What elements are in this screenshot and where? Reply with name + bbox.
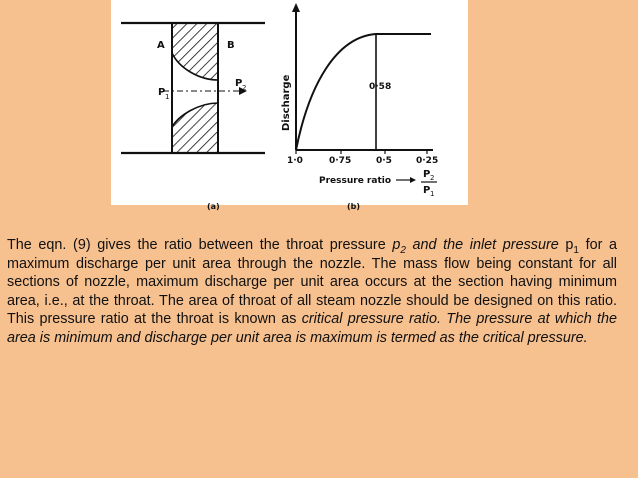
nozzle-upper-wall	[172, 23, 218, 80]
explanation-paragraph	[7, 236, 617, 348]
discharge-chart	[281, 3, 438, 211]
x-tick-label-075: 0·75	[329, 156, 352, 166]
y-axis-arrow	[292, 3, 300, 12]
ratio-numerator-sub: 2	[430, 174, 435, 182]
ratio-denominator: P	[423, 185, 431, 196]
discharge-curve	[296, 34, 431, 150]
x-axis-label: Pressure ratio	[319, 176, 392, 186]
peak-label: 0·58	[369, 82, 392, 92]
figure-svg	[111, 0, 468, 211]
inlet-pressure-subscript: 1	[573, 244, 579, 256]
x-tick-label-05: 0·5	[376, 156, 392, 166]
label-p1: P	[158, 87, 166, 98]
label-a: A	[157, 40, 165, 51]
text-segment-1: The eqn. (9) gives the ratio between the throat pressure	[7, 237, 393, 253]
text-segment-1-italic: and the inlet pressure	[405, 237, 559, 253]
ratio-numerator: P	[423, 169, 431, 180]
inlet-pressure-symbol: p	[558, 237, 574, 253]
ratio-denominator-sub: 1	[430, 190, 435, 198]
x-tick-label-025: 0·25	[416, 156, 439, 166]
label-b: B	[227, 40, 235, 51]
throat-pressure-subscript: 2	[400, 244, 406, 256]
critical-pressure-definition: critical pressure ratio. The pressure at which the area is minimum and discharge per unit area is maximum is termed as the critical pressure.	[7, 311, 617, 346]
label-p1-sub: 1	[165, 93, 170, 101]
label-p2-sub: 2	[242, 84, 247, 92]
nozzle-figure	[111, 0, 468, 211]
y-axis-label: Discharge	[281, 74, 292, 131]
throat-pressure-symbol: p	[392, 237, 401, 253]
caption-b: (b)	[347, 202, 361, 211]
x-axis-label-arrowhead	[410, 177, 416, 183]
label-p2: P	[235, 78, 243, 89]
text-segment-3: for a maximum discharge per unit area through the nozzle. The mass flow being constant for all sections of nozzle, maximum discharge per unit area occurs at the section having minimum area, i.e., at the throat. The area of throat of all steam nozzle should be designed on this ratio. This pressure ratio at the throat is known as	[7, 237, 617, 328]
x-tick-label-1: 1·0	[287, 156, 303, 166]
nozzle-diagram	[121, 23, 265, 211]
caption-a: (a)	[207, 202, 220, 211]
nozzle-lower-wall	[172, 103, 218, 153]
